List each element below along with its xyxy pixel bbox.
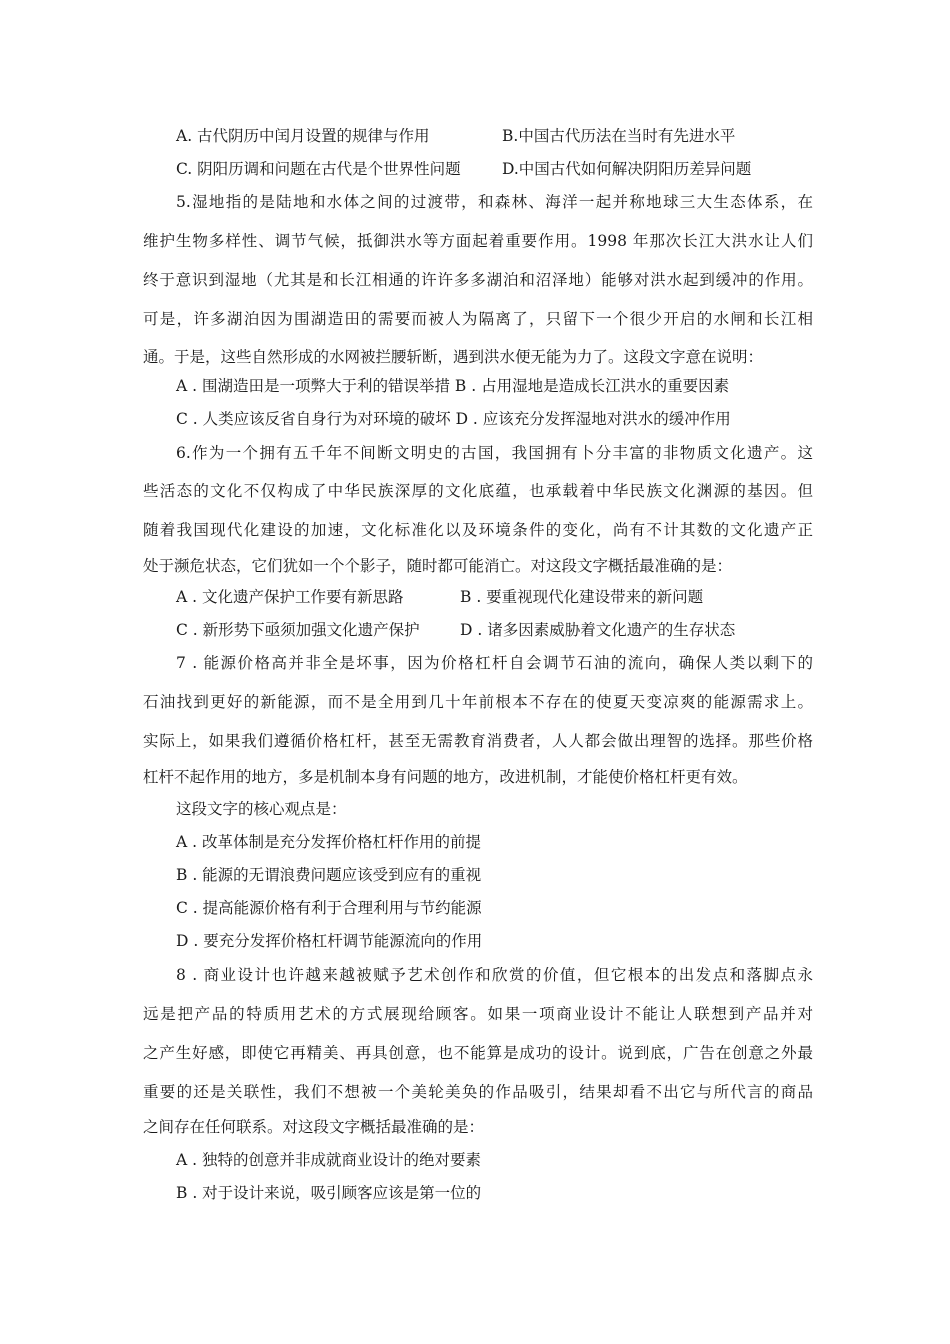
q6-stem-line: 随着我国现代化建设的加速，文化标准化以及环境条件的变化，尚有不计其数的文化遗产正 xyxy=(143,521,813,539)
q7-prompt: 这段文字的核心观点是： xyxy=(176,800,347,818)
q8-option-a[interactable]: A . 独特的创意并非成就商业设计的绝对要素 xyxy=(176,1151,481,1169)
q6-option-b[interactable]: B . 要重视现代化建设带来的新问题 xyxy=(460,588,704,606)
q7-option-b[interactable]: B . 能源的无谓浪费问题应该受到应有的重视 xyxy=(176,866,482,884)
q4-option-c[interactable]: C. 阴阳历调和问题在古代是个世界性问题 xyxy=(176,160,461,178)
q7-stem-line: 实际上，如果我们遵循价格杠杆，甚至无需教育消费者，人人都会做出理智的选择。那些价格 xyxy=(143,732,813,750)
q6-option-d[interactable]: D . 诸多因素威胁着文化遗产的生存状态 xyxy=(460,621,736,639)
q4-option-b[interactable]: B.中国古代历法在当时有先进水平 xyxy=(502,127,736,145)
q7-stem-line: 7 . 能源价格高并非全是坏事，因为价格杠杆自会调节石油的流向，确保人类以剩下的 xyxy=(176,654,813,672)
q4-option-a[interactable]: A. 古代阴历中闰月设置的规律与作用 xyxy=(176,127,430,145)
q6-options-row-1 xyxy=(176,587,703,607)
q4-option-d[interactable]: D.中国古代如何解决阴阳历差异问题 xyxy=(502,160,752,178)
q6-stem-line: 6.作为一个拥有五千年不间断文明史的古国，我国拥有卜分丰富的非物质文化遗产。这 xyxy=(176,444,813,462)
q5-stem-line: 维护生物多样性、调节气候，抵御洪水等方面起着重要作用。1998 年那次长江大洪水让人们 xyxy=(143,232,813,250)
q7-option-d[interactable]: D . 要充分发挥价格杠杆调节能源流向的作用 xyxy=(176,932,483,950)
q5-options-ab[interactable]: A . 围湖造田是一项弊大于利的错误举措 B . 占用湿地是造成长江洪水的重要因素 xyxy=(176,377,730,395)
q5-stem-line: 5.湿地指的是陆地和水体之间的过渡带，和森林、海洋一起并称地球三大生态体系，在 xyxy=(176,193,813,211)
q8-stem-line: 重要的还是关联性，我们不想被一个美轮美奂的作品吸引，结果却看不出它与所代言的商品 xyxy=(143,1083,813,1101)
q5-stem-line: 可是，许多湖泊因为围湖造田的需要而被人为隔离了，只留下一个很少开启的水闸和长江相 xyxy=(143,310,813,328)
q4-options-row-2 xyxy=(176,159,751,179)
q6-stem-line: 些活态的文化不仅构成了中华民族深厚的文化底蕴，也承载着中华民族文化渊源的基因。但 xyxy=(143,482,813,500)
q6-stem-line: 处于濒危状态，它们犹如一个个影子，随时都可能消亡。对这段文字概括最准确的是： xyxy=(143,557,733,575)
q5-stem-line: 终于意识到湿地（尤其是和长江相通的许许多多湖泊和沼泽地）能够对洪水起到缓冲的作用。 xyxy=(143,271,813,289)
q8-stem-line: 远是把产品的特质用艺术的方式展现给顾客。如果一项商业设计不能让人联想到产品并对 xyxy=(143,1005,813,1023)
q8-stem-line: 8 . 商业设计也许越来越被赋予艺术创作和欣赏的价值，但它根本的出发点和落脚点永 xyxy=(176,966,813,984)
q8-stem-line: 之产生好感，即使它再精美、再具创意，也不能算是成功的设计。说到底，广告在创意之外最 xyxy=(143,1044,813,1062)
q6-option-a[interactable]: A . 文化遗产保护工作要有新思路 xyxy=(176,588,404,606)
q6-option-c[interactable]: C . 新形势下亟须加强文化遗产保护 xyxy=(176,621,420,639)
q5-stem-line: 通。于是，这些自然形成的水网被拦腰斩断，遇到洪水便无能为力了。这段文字意在说明： xyxy=(143,348,764,366)
q8-option-b[interactable]: B . 对于设计来说，吸引顾客应该是第一位的 xyxy=(176,1184,482,1202)
q7-stem-line: 石油找到更好的新能源，而不是全用到几十年前根本不存在的使夏天变凉爽的能源需求上。 xyxy=(143,693,813,711)
q4-options-row-1 xyxy=(176,126,735,146)
q7-stem-line: 杠杆不起作用的地方，多是机制本身有问题的地方，改进机制，才能使价格杠杆更有效。 xyxy=(143,768,748,786)
q6-options-row-2 xyxy=(176,620,735,640)
q7-option-c[interactable]: C . 提高能源价格有利于合理利用与节约能源 xyxy=(176,899,482,917)
q8-stem-line: 之间存在任何联系。对这段文字概括最准确的是： xyxy=(143,1118,485,1136)
q5-options-cd[interactable]: C . 人类应该反省自身行为对环境的破坏 D . 应该充分发挥湿地对洪水的缓冲作用 xyxy=(176,410,731,428)
q7-option-a[interactable]: A . 改革体制是充分发挥价格杠杆作用的前提 xyxy=(176,833,481,851)
